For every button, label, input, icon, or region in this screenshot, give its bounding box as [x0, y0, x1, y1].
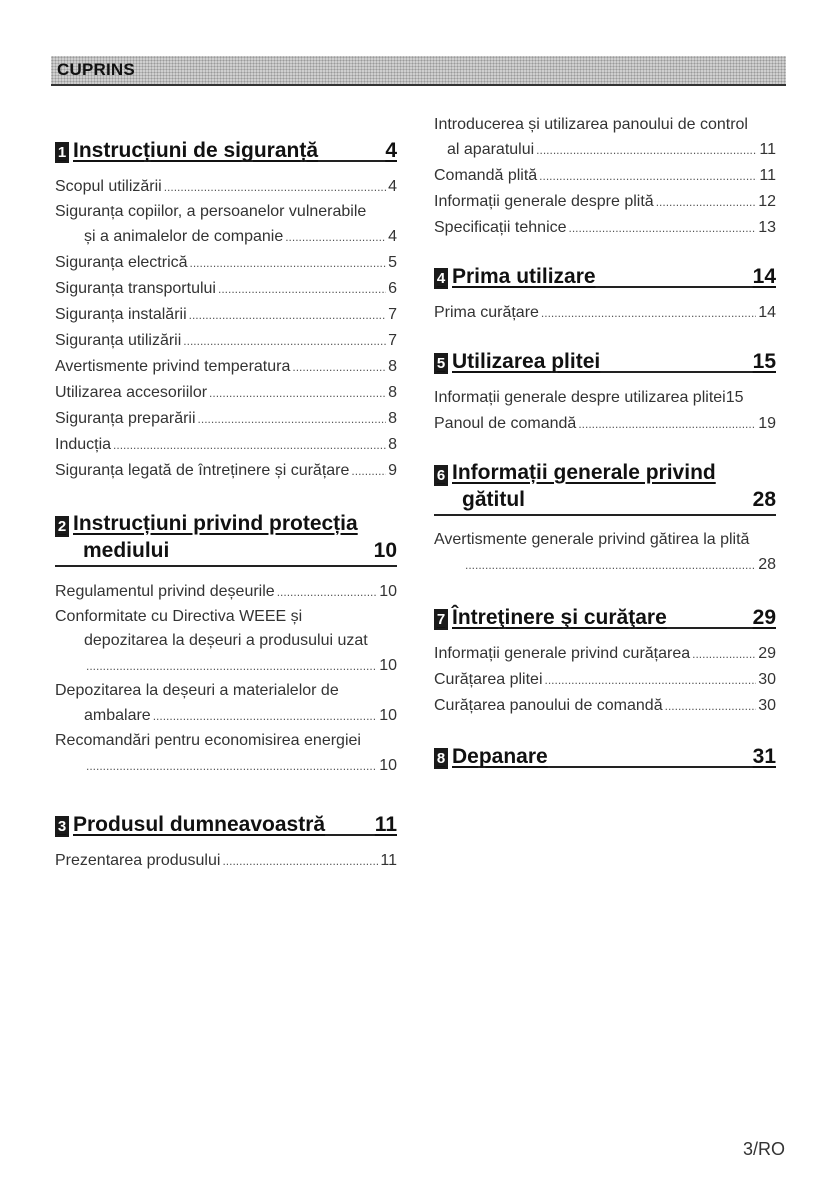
- entry-page: 4: [388, 178, 397, 195]
- entry-page: 30: [758, 697, 776, 714]
- toc-entry[interactable]: [434, 113, 776, 163]
- toc-right-column: [434, 113, 776, 780]
- entry-page: 11: [759, 141, 776, 158]
- leader-dots: [578, 411, 756, 437]
- leader-dots: [218, 276, 386, 302]
- section-title: Depanare: [452, 745, 548, 768]
- toc-entry[interactable]: [55, 276, 397, 302]
- section-title: Întreţinere şi curăţare: [452, 606, 667, 629]
- entry-text: Panoul de comandă: [434, 415, 577, 432]
- entry-page: 14: [758, 304, 776, 321]
- section-number-badge: 8: [434, 748, 448, 769]
- entry-page: 10: [379, 657, 397, 674]
- entry-page: 6: [388, 280, 397, 297]
- leader-dots: [465, 552, 756, 578]
- entry-page: 11: [380, 852, 397, 869]
- leader-dots: [190, 250, 387, 276]
- section-title: Utilizarea plitei: [452, 350, 601, 373]
- entry-text: Informații generale despre plită: [434, 193, 654, 210]
- section-page: 15: [752, 350, 776, 373]
- section-number-badge: 7: [434, 609, 448, 630]
- entry-page: 9: [388, 462, 397, 479]
- leader-dots: [164, 174, 386, 200]
- toc-entry[interactable]: [55, 432, 397, 458]
- toc-entry[interactable]: [434, 215, 776, 241]
- entry-text: Siguranța legată de întreținere și curățare: [55, 462, 350, 479]
- toc-entry[interactable]: [434, 189, 776, 215]
- leader-dots: [569, 215, 757, 241]
- entry-page: 30: [758, 671, 776, 688]
- entry-text: Siguranța instalării: [55, 306, 187, 323]
- entry-text: Curățarea plitei: [434, 671, 543, 688]
- section-number-badge: 4: [434, 268, 448, 289]
- section-page: 10: [373, 539, 397, 562]
- toc-section-5[interactable]: [434, 350, 776, 374]
- entry-text-line1: Siguranța copiilor, a persoanelor vulnerabile: [55, 203, 367, 220]
- leader-dots: [86, 753, 377, 779]
- section-page: 14: [752, 265, 776, 288]
- section-title-line2: gătitul: [462, 488, 525, 511]
- leader-dots: [183, 328, 386, 354]
- page-number: 3/RO: [742, 1139, 785, 1159]
- toc-entry[interactable]: [55, 579, 397, 605]
- entry-text: Utilizarea accesoriilor: [55, 384, 208, 401]
- entry-text: Siguranța transportului: [55, 280, 216, 297]
- entry-text: și a animalelor de companie: [84, 228, 284, 245]
- entry-page: 5: [388, 254, 397, 271]
- entry-text-line1: Avertismente generale privind gătirea la plită: [434, 531, 750, 548]
- entry-text: Siguranța utilizării: [55, 332, 182, 349]
- toc-left-column: [55, 113, 397, 874]
- section-number-badge: 5: [434, 353, 448, 374]
- toc-entry[interactable]: [434, 300, 776, 326]
- header-band: [51, 56, 786, 86]
- toc-section-4[interactable]: [434, 265, 776, 289]
- toc-entry[interactable]: [434, 411, 776, 437]
- entry-text: Regulamentul privind deșeurile: [55, 583, 275, 600]
- leader-dots: [545, 667, 757, 693]
- leader-dots: [539, 163, 757, 189]
- toc-entry[interactable]: [55, 302, 397, 328]
- leader-dots: [209, 380, 386, 406]
- entry-page: 8: [388, 436, 397, 453]
- entry-text-line1: Introducerea și utilizarea panoului de control: [434, 116, 748, 133]
- section-title-line1: Informații generale privind: [452, 461, 716, 484]
- section-title: Prima utilizare: [452, 265, 596, 288]
- entry-text-line1: Conformitate cu Directiva WEEE și: [55, 608, 303, 625]
- entry-text: Informații generale privind curățarea: [434, 645, 691, 662]
- toc-entry[interactable]: [55, 605, 397, 679]
- leader-dots: [692, 641, 756, 667]
- entry-page: 10: [379, 757, 397, 774]
- leader-dots: [222, 848, 378, 874]
- leader-dots: [665, 693, 757, 719]
- toc-entry[interactable]: [434, 385, 776, 411]
- page-title: CUPRINS: [57, 60, 135, 79]
- leader-dots: [153, 703, 378, 729]
- leader-dots: [86, 653, 377, 679]
- section-page: 29: [752, 606, 776, 629]
- toc-entry[interactable]: [55, 174, 397, 200]
- toc-entry[interactable]: [55, 679, 397, 729]
- entry-page: 15: [725, 389, 744, 406]
- toc-section-1[interactable]: [55, 139, 397, 163]
- leader-dots: [277, 579, 378, 605]
- leader-dots: [292, 354, 386, 380]
- entry-text: Specificații tehnice: [434, 219, 567, 236]
- section-title: Instrucțiuni de siguranță: [73, 139, 319, 162]
- entry-text: Comandă plită: [434, 167, 538, 184]
- section-page: 4: [385, 139, 397, 162]
- entry-text: Inducția: [55, 436, 112, 453]
- leader-dots: [198, 406, 387, 432]
- entry-page: 13: [758, 219, 776, 236]
- toc-entry[interactable]: [434, 528, 776, 578]
- toc-entry[interactable]: [55, 458, 397, 484]
- entry-text: Siguranța preparării: [55, 410, 196, 427]
- toc-entry[interactable]: [434, 641, 776, 667]
- entry-page: 8: [388, 384, 397, 401]
- entry-page: 28: [758, 556, 776, 573]
- section-title-line1: Instrucțiuni privind protecția: [73, 512, 358, 535]
- entry-text: Avertismente privind temperatura: [55, 358, 291, 375]
- section-title-line2: mediului: [83, 539, 170, 562]
- toc-entry[interactable]: [55, 354, 397, 380]
- toc-entry[interactable]: [55, 250, 397, 276]
- entry-page: 10: [379, 583, 397, 600]
- entry-text-line1: Recomandări pentru economisirea energiei: [55, 732, 361, 749]
- toc-entry[interactable]: [55, 328, 397, 354]
- toc-section-8[interactable]: [434, 745, 776, 769]
- toc-entry[interactable]: [434, 163, 776, 189]
- toc-section-7[interactable]: [434, 606, 776, 630]
- entry-page: 10: [379, 707, 397, 724]
- entry-text: Scopul utilizării: [55, 178, 162, 195]
- entry-page: 4: [388, 228, 397, 245]
- toc-section-2[interactable]: [55, 510, 397, 567]
- toc-section-6[interactable]: [434, 459, 776, 516]
- entry-text: al aparatului: [447, 141, 535, 158]
- entry-page: 7: [388, 306, 397, 323]
- leader-dots: [285, 224, 386, 250]
- section-number-badge: 1: [55, 142, 69, 163]
- toc-entry[interactable]: [434, 693, 776, 719]
- entry-text: Prezentarea produsului: [55, 852, 221, 869]
- leader-dots: [351, 458, 386, 484]
- entry-page: 8: [388, 410, 397, 427]
- leader-dots: [656, 189, 757, 215]
- section-number-badge: 2: [55, 516, 69, 537]
- toc-entry[interactable]: [55, 729, 397, 779]
- entry-text: ambalare: [84, 707, 151, 724]
- toc-entry[interactable]: [434, 667, 776, 693]
- section-title: Produsul dumneavoastră: [73, 813, 326, 836]
- toc-entry[interactable]: [55, 848, 397, 874]
- leader-dots: [536, 137, 757, 163]
- section-number-badge: 3: [55, 816, 69, 837]
- entry-text: Informații generale despre utilizarea plitei: [434, 389, 726, 406]
- entry-text-line2: depozitarea la deșeuri a produsului uzat: [84, 632, 368, 649]
- entry-text: Prima curățare: [434, 304, 539, 321]
- entry-page: 29: [758, 645, 776, 662]
- section-page: 28: [752, 488, 776, 511]
- toc-entry[interactable]: [55, 380, 397, 406]
- entry-text: Curățarea panoului de comandă: [434, 697, 663, 714]
- toc-entry[interactable]: [55, 200, 397, 250]
- toc-entry[interactable]: [55, 406, 397, 432]
- leader-dots: [113, 432, 386, 458]
- entry-page: 8: [388, 358, 397, 375]
- entry-page: 12: [758, 193, 776, 210]
- entry-page: 19: [758, 415, 776, 432]
- entry-page: 11: [759, 167, 776, 184]
- toc-section-3[interactable]: [55, 813, 397, 837]
- leader-dots: [541, 300, 756, 326]
- entry-page: 7: [388, 332, 397, 349]
- leader-dots: [189, 302, 386, 328]
- section-page: 11: [374, 813, 397, 836]
- entry-text-line1: Depozitarea la deșeuri a materialelor de: [55, 682, 339, 699]
- section-page: 31: [752, 745, 776, 768]
- section-number-badge: 6: [434, 465, 448, 486]
- entry-text: Siguranța electrică: [55, 254, 188, 271]
